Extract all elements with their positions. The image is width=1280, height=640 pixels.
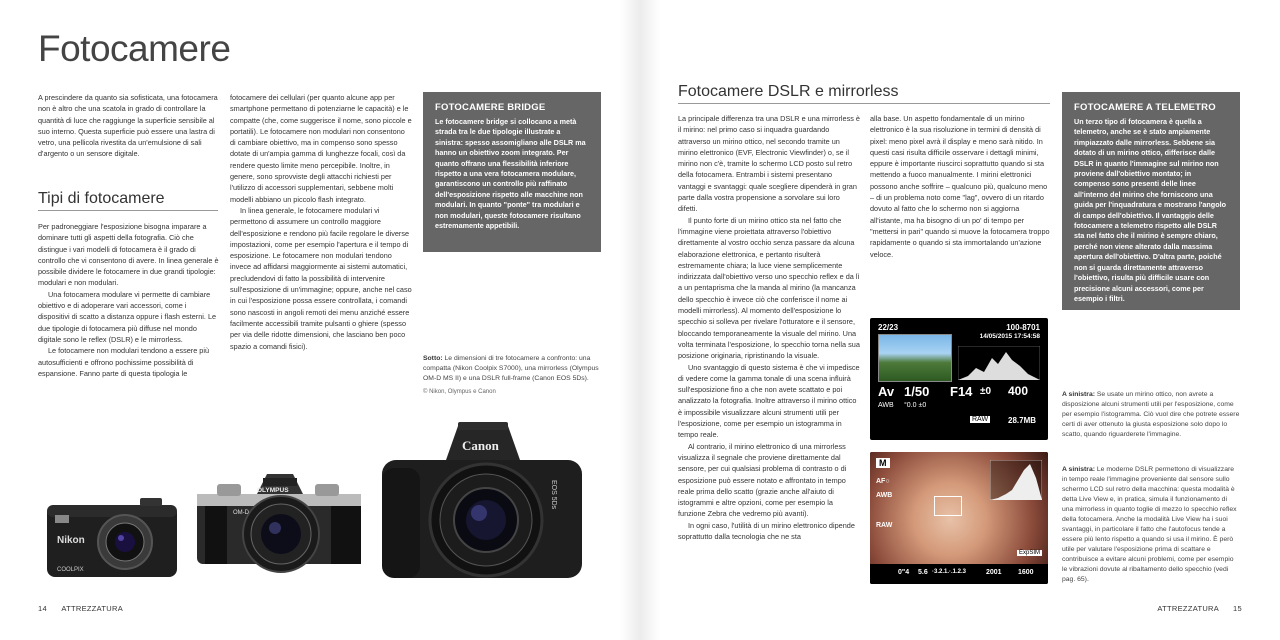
dslr-brand: Canon [462,438,499,453]
paragraph: In linea generale, le fotocamere modulari vi permettono di assumere un controllo maggiore dell'esposizione e rendono più facile regolare le diverse impostazioni, come per esempio l'apertura e il tempo di esposizione. Le fotocamere non modulari tendono invece ad affidarsi maggiormente ai sistemi automatici, precludendovi di fatto la possibilità di intervenire sull'esposizione di un'immagine; oppure, anche nel caso in cui l'esposizione possa essere controllata, i comandi sono nascosti in angoli remoti dei menu anziché essere facilmente accessibili tramite pulsanti o ghiere (spesso per via delle ridotte dimensioni, che lasciano ben poco spazio a comandi fisici). [230,205,412,351]
paragraph: Uno svantaggio di questo sistema è che vi impedisce di vedere come la gamma tonale di una scena influirà sull'esposizione fino a che non avete scattato e poi analizzato la fotografia. Inoltre attraverso il mirino ottico è impossibile visualizzare alcuni strumenti utili per l'esposizione, come per esempio un istogramma in tempo reale. [678,362,860,440]
caption-label: A sinistra: [1062,391,1095,398]
camera-caption [423,354,601,397]
mirrorless-brand: OLYMPUS [257,487,289,494]
sidebar-text: Le fotocamere bridge si collocano a metà strada tra le due tipologie illustrate a sinistra: spesso assomigliano alle DSLR ma hanno un obiettivo zoom integrato. Per quanto offrano una flessibilità inferiore rispetto a una vera fotocamera modulare, garantiscono un controllo più raffinato dell'esposizione rispetto alle macchine non modulari. In quanto "ponte" tra modulari e non modulari, queste fotocamere risultano estremamente appetibili. [435,117,586,231]
footer-left [38,604,123,613]
caption-text: Se usate un mirino ottico, non avrete a disposizione alcuni strumenti utili per l'esposizione, come per esempio l'istogramma. Ciò vuol dire che potrete essere certi di aver ottenuto la giusta esposizione solo dopo lo scatto, quando riguarderete l'immagine. [1062,391,1240,438]
left-column-1-body [38,221,220,379]
sidebar-text: Un terzo tipo di fotocamera è quella a telemetro, anche se è stato ampiamente rimpiazzato dalle mirrorless. Sebbene sia dotato di un mirino ottico, differisce dalle DSLR in quanto l'immagine sul mirino non proviene dall'obiettivo montato; in compenso sono presenti delle linee all'interno del mirino che forniscono una guida per l'inquadratura e mostrano l'angolo di campo dell'obiettivo. Il vantaggio delle fotocamere a telemetro rispetto alle DSLR sta nel fatto che il mirino è sempre chiaro, perché non viene alterato dalla massima apertura dell'obiettivo. D'altra parte, poiché non si guarda direttamente attraverso l'obiettivo, risulta più difficile usare con precisione alcuni accessori, come per esempio i filtri. [1074,117,1226,303]
right-column-2 [870,113,1050,260]
iso-value: 1600 [1018,569,1034,576]
footer-right [1157,604,1242,613]
caption-label: A sinistra: [1062,466,1095,473]
paragraph: alla base. Un aspetto fondamentale di un mirino elettronico è la sua risoluzione in termini di densità di pixel: meno pixel avrà il display e meno sarà nitido. In questi casi risulta difficile osservare i dettagli minimi, eppure è importante riuscirci soprattutto quando si sta mettendo a fuoco manualmente. I mirini elettronici possono anche soffrire – qualcuno più, qualcuno meno – di un problema noto come "lag", ovvero di un ritardo dovuto al fatto che lo schermo non si aggiorna all'istante, ma ha bisogno di un po' di tempo per "mettersi in pari" quando si muove la fotocamera troppo rapidamente o quando si sta immortalando un'azione veloce. [870,114,1050,259]
file-number: 100-8701 [1006,323,1040,332]
paragraph: Il punto forte di un mirino ottico sta nel fatto che l'immagine viene proiettata attraverso l'obiettivo direttamente al vostro occhio senza passare da alcuna elaborazione elettronica, e pertanto risulterà estremamente chiara; la luce viene semplicemente indirizzata dall'obiettivo verso uno specchio reflex e da lì a un pentaprisma che la manda al mirino (la mancanza dello specchio è invece ciò che conferisce il nome ai modelli mirrorless). Al momento dell'esposizione lo specchio si solleva per rivelare l'otturatore e il sensore, bloccando temporaneamente la visuale del mirino. Una volta terminata l'esposizione, lo specchio torna nella sua posizione originaria, ripristinando la visuale. [678,215,860,361]
shots: 2001 [986,569,1002,576]
af-mode: AF○ [876,478,890,485]
intro-paragraph: A prescindere da quanto sia sofisticata, una fotocamera non è altro che una scatola in grado di controllare la quantità di luce che raggiunge la superficie sensibile al suo interno. Questa superficie può essere una lastra di vetro, una pellicola rivestita da un'emulsione di sali d'argento o un sensore digitale. [38,93,218,159]
section-heading-tipi: Tipi di fotocamere [38,190,165,207]
sidebar-title: FOTOCAMERE BRIDGE [435,102,546,113]
right-column-1 [678,113,860,542]
page-title: Fotocamere [38,28,231,69]
mode-av: Av [878,384,895,399]
shutter-speed: 0"4 [898,569,910,576]
left-column-1 [38,92,220,160]
meter: °0.0 ±0 [904,402,927,409]
caption-credit: © Nikon, Olympus e Canon [423,389,496,395]
paragraph: Una fotocamera modulare vi permette di cambiare obiettivo e di adoperare vari accessori, come i dispositivi di scatto a distanza oppure i flash esterni. Le due tipologie di fotocamera più diffuse nel mondo digitale sono le reflex (DSLR) e le mirrorless. [38,289,217,344]
mirrorless-camera-image [195,470,363,582]
section-heading-dslr: Fotocamere DSLR e mirrorless [678,83,899,100]
lcd-caption-1 [1062,390,1240,440]
exposure-scale: ·3.2.1.·.1.2.3 [932,569,967,575]
playback-lcd-image [870,318,1048,440]
exposure-comp: ±0 [980,386,992,397]
paragraph: In ogni caso, l'utilità di un mirino elettronico dipende soprattutto dalla tecnologia che ne sta [678,520,855,541]
wb: AWB [876,492,893,499]
liveview-lcd-image [870,452,1048,584]
caption-label: Sotto: [423,355,443,362]
lcd-caption-2 [1062,465,1240,585]
heading-rule [38,210,218,211]
left-column-2 [230,92,412,352]
paragraph: Le fotocamere non modulari tendono a essere più autosufficienti e offrono pochissime possibilità di espansione. Fanno parte di questa tipologia le [38,346,210,378]
section-name: ATTREZZATURA [1157,604,1219,613]
caption-text: Le dimensioni di tre fotocamere a confronto: una compatta (Nikon Coolpix S7000), una mirrorless (Olympus OM-D MS II) e una DSLR full-frame (Canon EOS 5Ds). [423,355,599,382]
shutter-speed: 1/50 [904,384,930,399]
sidebar-bridge [423,92,601,252]
sidebar-telemetro [1062,92,1240,310]
datetime: 14/05/2015 17:54:58 [979,333,1040,340]
page-number: 14 [38,604,47,613]
paragraph: fotocamere dei cellulari (per quanto alcune app per smartphone permettano di potenziarne le capacità) e le compatte (che, come suggerisce il nome, sono piccole e portatili). Le fotocamere non modulari non consentono di cambiare obiettivo, ma in compenso sono spesso dotate di un'ampia gamma di lunghezze focali, così da rendere questo limite meno percepibile. Inoltre, in genere, sono sprovviste degli attacchi richiesti per l'utilizzo di accessori supplementari, sebbene molti modelli abbiano un piccolo flash integrato. [230,93,412,204]
paragraph: Al contrario, il mirino elettronico di una mirrorless visualizza il segnale che proviene direttamente dal sensore, per cui qualsiasi problema di contrasto o di esposizione può essere notato e affrontato in tempo reale prima dello scatto (grazie anche all'aiuto di istogrammi e altre opzioni, come per esempio la funzione Zebra che vedremo più avanti). [678,441,847,519]
compact-camera-image [45,495,180,583]
histogram-chart [958,346,1040,380]
page-number: 15 [1233,604,1242,613]
raw: RAW [876,522,893,529]
file-size: 28.7MB [1008,416,1037,425]
dslr-camera-image [380,420,585,582]
af-frame [934,496,962,516]
mirrorless-model: OM-D [233,510,249,516]
paragraph: La principale differenza tra una DSLR e una mirrorless è il mirino: nel primo caso si inquadra guardando attraverso un mirino ottico, nel secondo tramite un mirino elettronico (EVF, Electronic Viewfinder) o, se il mirino non c'è, tramite lo schermo LCD posto sul retro della fotocamera. Entrambi i sistemi presentano vantaggi e svantaggi: quale scegliere dipenderà in gran parte dalla vostra propensione a sorvolare sui loro difetti. [678,114,860,214]
section-name: ATTREZZATURA [61,604,123,613]
frame-count: 22/23 [878,323,899,332]
aperture: F14 [950,384,973,399]
photo-thumbnail [878,334,952,382]
wb: AWB [878,402,894,409]
compact-brand: Nikon [57,535,85,546]
dslr-model: EOS 5Ds [550,480,557,510]
caption-text: Le moderne DSLR permettono di visualizzare in tempo reale l'immagine proveniente dal sensore sullo schermo LCD sul retro della macchina: questa modalità è detta Live View e, in pratica, simula il funzionamento di una mirrorless in quanto toglie di mezzo lo specchio reflex della fotocamera. Anche la modalità Live View ha i suoi svantaggi, in particolare il fatto che l'autofocus tende a essere più lento rispetto a quando si usa il mirino. È però utile per valutare l'esposizione prima di scattare e contribuisce a evitare alcuni problemi, come per esempio le vibrazioni dovute al ribaltamento dello specchio (vedi pag. 65). [1062,466,1237,583]
compact-model: COOLPIX [57,567,84,573]
sidebar-title: FOTOCAMERE A TELEMETRO [1074,102,1216,113]
mode-m: M [876,458,890,468]
quality: RAW [972,416,989,423]
paragraph: Per padroneggiare l'esposizione bisogna imparare a dominare tutti gli aspetti della fotografia. Ciò che distingue i vari modelli di fotocamera è il grado di controllo che vi consentono di avere. In linea generale è possibile dividere le fotocamere in due grandi tipologie: modulari e non modulari. [38,222,219,288]
iso-value: 400 [1008,384,1029,398]
heading-rule [678,103,1050,104]
exp-sim: ExpSIM [1018,550,1040,556]
aperture: 5.6 [918,569,928,576]
histogram-chart [990,460,1042,500]
